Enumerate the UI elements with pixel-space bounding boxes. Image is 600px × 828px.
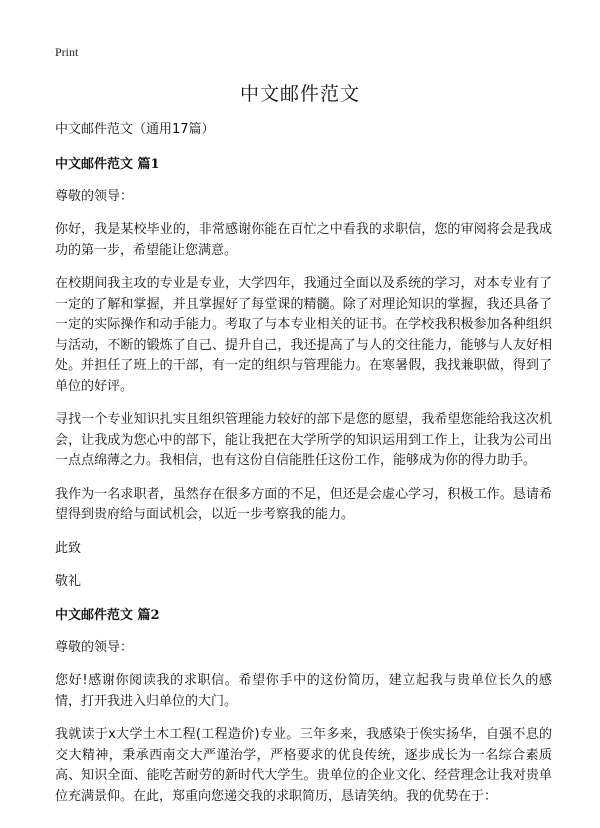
closing-line: 敬礼 (55, 574, 82, 589)
salutation: 尊敬的领导： (55, 639, 134, 655)
salutation: 尊敬的领导： (55, 188, 134, 204)
letter-section-2 (55, 606, 552, 808)
paragraph: 我就读于x大学土木工程(工程造价)专业。三年多来，我感染于俟实扬华，自强不息的交大精神，秉承西南交大严谨治学，严格要求的优良传统，逐步成长为一名综合素质高、知识全面、能吃苦耐劳的新时代大学生。贵单位的企业文化、经营理念让我对贵单位充满景仰。在此，郑重向您递交我的求职简历，恳请笑纳。我的优势在于： (55, 727, 552, 804)
document-subtitle: 中文邮件范文（通用17篇） (55, 122, 215, 137)
section-heading: 中文邮件范文 篇2 (55, 607, 160, 623)
letter-section-1 (55, 155, 552, 593)
paragraph: 寻找一个专业知识扎实且组织管理能力较好的部下是您的愿望，我希望您能给我这次机会，让我成为您心中的部下，能让我把在大学所学的知识运用到工作上，让我为公司出一点点绵薄之力。我相信，也有这份自信能胜任这份工作，能够成为你的得力助手。 (55, 412, 552, 468)
print-label: Print (55, 45, 79, 59)
paragraph: 您好!感谢你阅读我的求职信。希望你手中的这份简历，建立起我与贵单位长久的感情，打开我进入归单位的大门。 (55, 673, 552, 709)
document-title: 中文邮件范文 (239, 83, 360, 105)
paragraph: 在校期间我主攻的专业是专业，大学四年，我通过全面以及系统的学习，对本专业有了一定的了解和掌握，并且掌握好了每堂课的精髓。除了对理论知识的掌握，我还具备了一定的实际操作和动手能力。考取了与本专业相关的证书。在学校我积极参加各种组织与活动，不断的锻炼了自己、提升自己，我还提高了与人的交往能力，能够与人友好相处。并担任了班上的干部，有一定的组织与管理能力。在寒暑假，我找兼职做，得到了单位的好评。 (55, 276, 552, 394)
paragraph: 你好，我是某校毕业的，非常感谢你能在百忙之中看我的求职信，您的审阅将会是我成功的第一步，希望能让您满意。 (55, 222, 552, 258)
document-body (55, 120, 552, 820)
closing-line: 此致 (55, 540, 82, 556)
section-heading: 中文邮件范文 篇1 (55, 156, 160, 172)
paragraph: 我作为一名求职者，虽然存在很多方面的不足，但还是会虚心学习，积极工作。恳请希望得到贵府给与面试机会，以近一步考察我的能力。 (55, 486, 552, 522)
